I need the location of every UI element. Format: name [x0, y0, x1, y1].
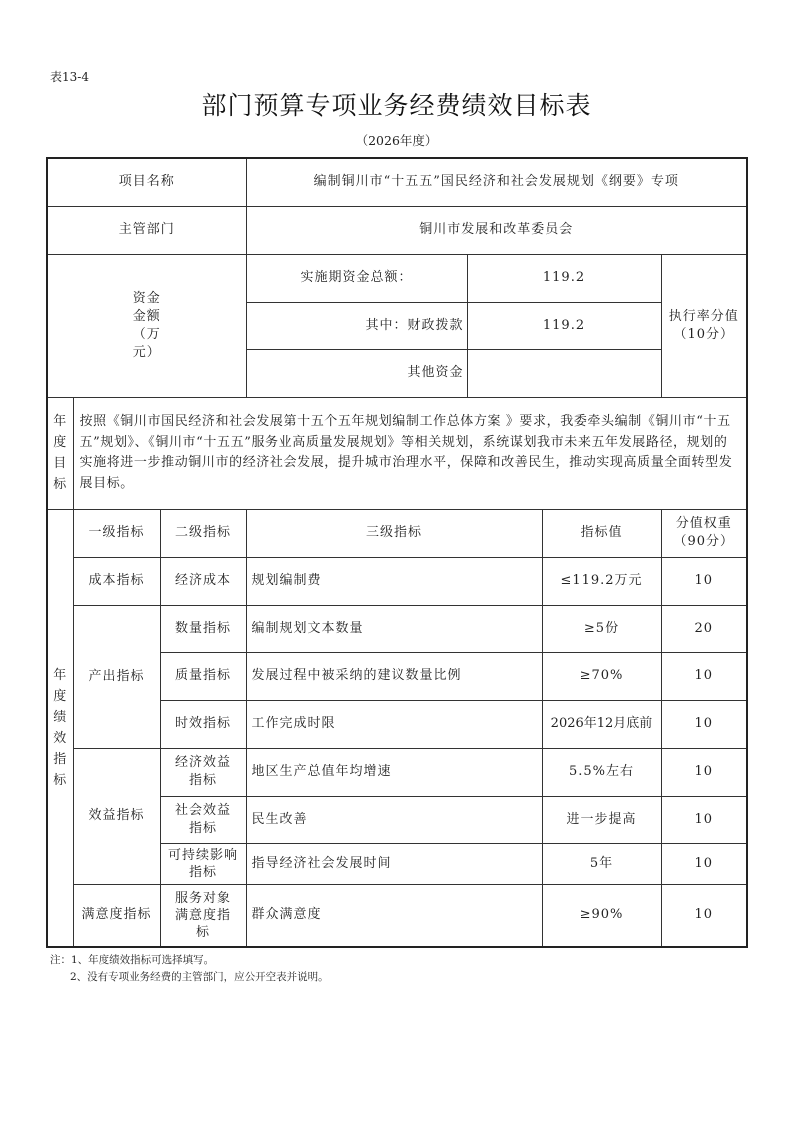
score-cell: 10 — [661, 884, 747, 947]
score-cell: 10 — [661, 843, 747, 884]
level2-cell: 社会效益指标 — [160, 796, 246, 843]
funds-fiscal-label: 其中：财政拨款 — [246, 302, 467, 349]
header-value: 指标值 — [542, 509, 661, 557]
table-code: 表13-4 — [50, 70, 89, 84]
header-score: 分值权重（90分） — [661, 509, 747, 557]
funds-other-label: 其他资金 — [246, 349, 467, 397]
annual-goal-label: 年度目标 — [47, 397, 73, 509]
annual-goal-row — [47, 397, 747, 509]
level2-cell: 经济成本 — [160, 557, 246, 605]
funds-total-value: 119.2 — [467, 254, 661, 302]
level1-cell: 满意度指标 — [73, 884, 160, 947]
indicator-header-row — [47, 509, 747, 557]
table-row — [47, 884, 747, 947]
level1-cell: 效益指标 — [73, 748, 160, 884]
dept-row — [47, 206, 747, 254]
header-level2: 二级指标 — [160, 509, 246, 557]
level3-cell: 编制规划文本数量 — [246, 605, 542, 652]
value-cell: ≤119.2万元 — [542, 557, 661, 605]
table-row — [47, 557, 747, 605]
header-level3: 三级指标 — [246, 509, 542, 557]
year-label: （2026年度） — [355, 133, 438, 148]
score-cell: 10 — [661, 748, 747, 796]
level2-cell: 数量指标 — [160, 605, 246, 652]
score-cell: 20 — [661, 605, 747, 652]
level2-cell: 经济效益指标 — [160, 748, 246, 796]
value-cell: ≥90% — [542, 884, 661, 947]
funds-fiscal-value: 119.2 — [467, 302, 661, 349]
score-cell: 10 — [661, 700, 747, 748]
level2-cell: 质量指标 — [160, 652, 246, 700]
indicator-section-label: 年度绩效指标 — [47, 509, 73, 947]
score-cell: 10 — [661, 796, 747, 843]
table-row — [47, 605, 747, 652]
value-cell: ≥5份 — [542, 605, 661, 652]
level3-cell: 发展过程中被采纳的建议数量比例 — [246, 652, 542, 700]
project-name-row — [47, 158, 747, 206]
page-title: 部门预算专项业务经费绩效目标表 — [201, 91, 592, 120]
level2-cell: 服务对象满意度指标 — [160, 884, 246, 947]
annual-goal-text: 按照《铜川市国民经济和社会发展第十五个五年规划编制工作总体方案 》要求，我委牵头编制《铜川市“十五五”规划》、《铜川市“十五五”服务业高质量发展规划》等相关规划，系统谋划我市未来五年发展路径，规划的实施将进一步推动铜川市的经济社会发展，提升城市治理水平，保障和改善民生，推动实现高质量全面转型发展目标。 — [73, 397, 747, 509]
score-cell: 10 — [661, 557, 747, 605]
header-level1: 一级指标 — [73, 509, 160, 557]
level3-cell: 民生改善 — [246, 796, 542, 843]
value-cell: 5.5%左右 — [542, 748, 661, 796]
dept-value: 铜川市发展和改革委员会 — [246, 206, 747, 254]
level3-cell: 规划编制费 — [246, 557, 542, 605]
table-row — [47, 748, 747, 796]
value-cell: 5年 — [542, 843, 661, 884]
funds-total-label: 实施期资金总额： — [246, 254, 467, 302]
exec-rate-label: 执行率分值（10分） — [661, 254, 747, 397]
project-name-label: 项目名称 — [47, 158, 246, 206]
value-cell: 2026年12月底前 — [542, 700, 661, 748]
level2-cell: 时效指标 — [160, 700, 246, 748]
dept-label: 主管部门 — [47, 206, 246, 254]
level3-cell: 指导经济社会发展时间 — [246, 843, 542, 884]
funds-label: 资金金额（万元） — [47, 254, 246, 397]
notes — [50, 952, 329, 986]
note-2: 2、没有专项业务经费的主管部门，应公开空表并说明。 — [70, 971, 329, 983]
note-1: 注：1、年度绩效指标可选择填写。 — [50, 954, 215, 966]
value-cell: 进一步提高 — [542, 796, 661, 843]
performance-table — [46, 157, 748, 948]
level1-cell: 产出指标 — [73, 605, 160, 748]
project-name-value: 编制铜川市“十五五”国民经济和社会发展规划《纲要》专项 — [246, 158, 747, 206]
level1-cell: 成本指标 — [73, 557, 160, 605]
level3-cell: 工作完成时限 — [246, 700, 542, 748]
funds-total-row — [47, 254, 747, 302]
funds-other-value — [467, 349, 661, 397]
score-cell: 10 — [661, 652, 747, 700]
level3-cell: 地区生产总值年均增速 — [246, 748, 542, 796]
level2-cell: 可持续影响指标 — [160, 843, 246, 884]
value-cell: ≥70% — [542, 652, 661, 700]
level3-cell: 群众满意度 — [246, 884, 542, 947]
